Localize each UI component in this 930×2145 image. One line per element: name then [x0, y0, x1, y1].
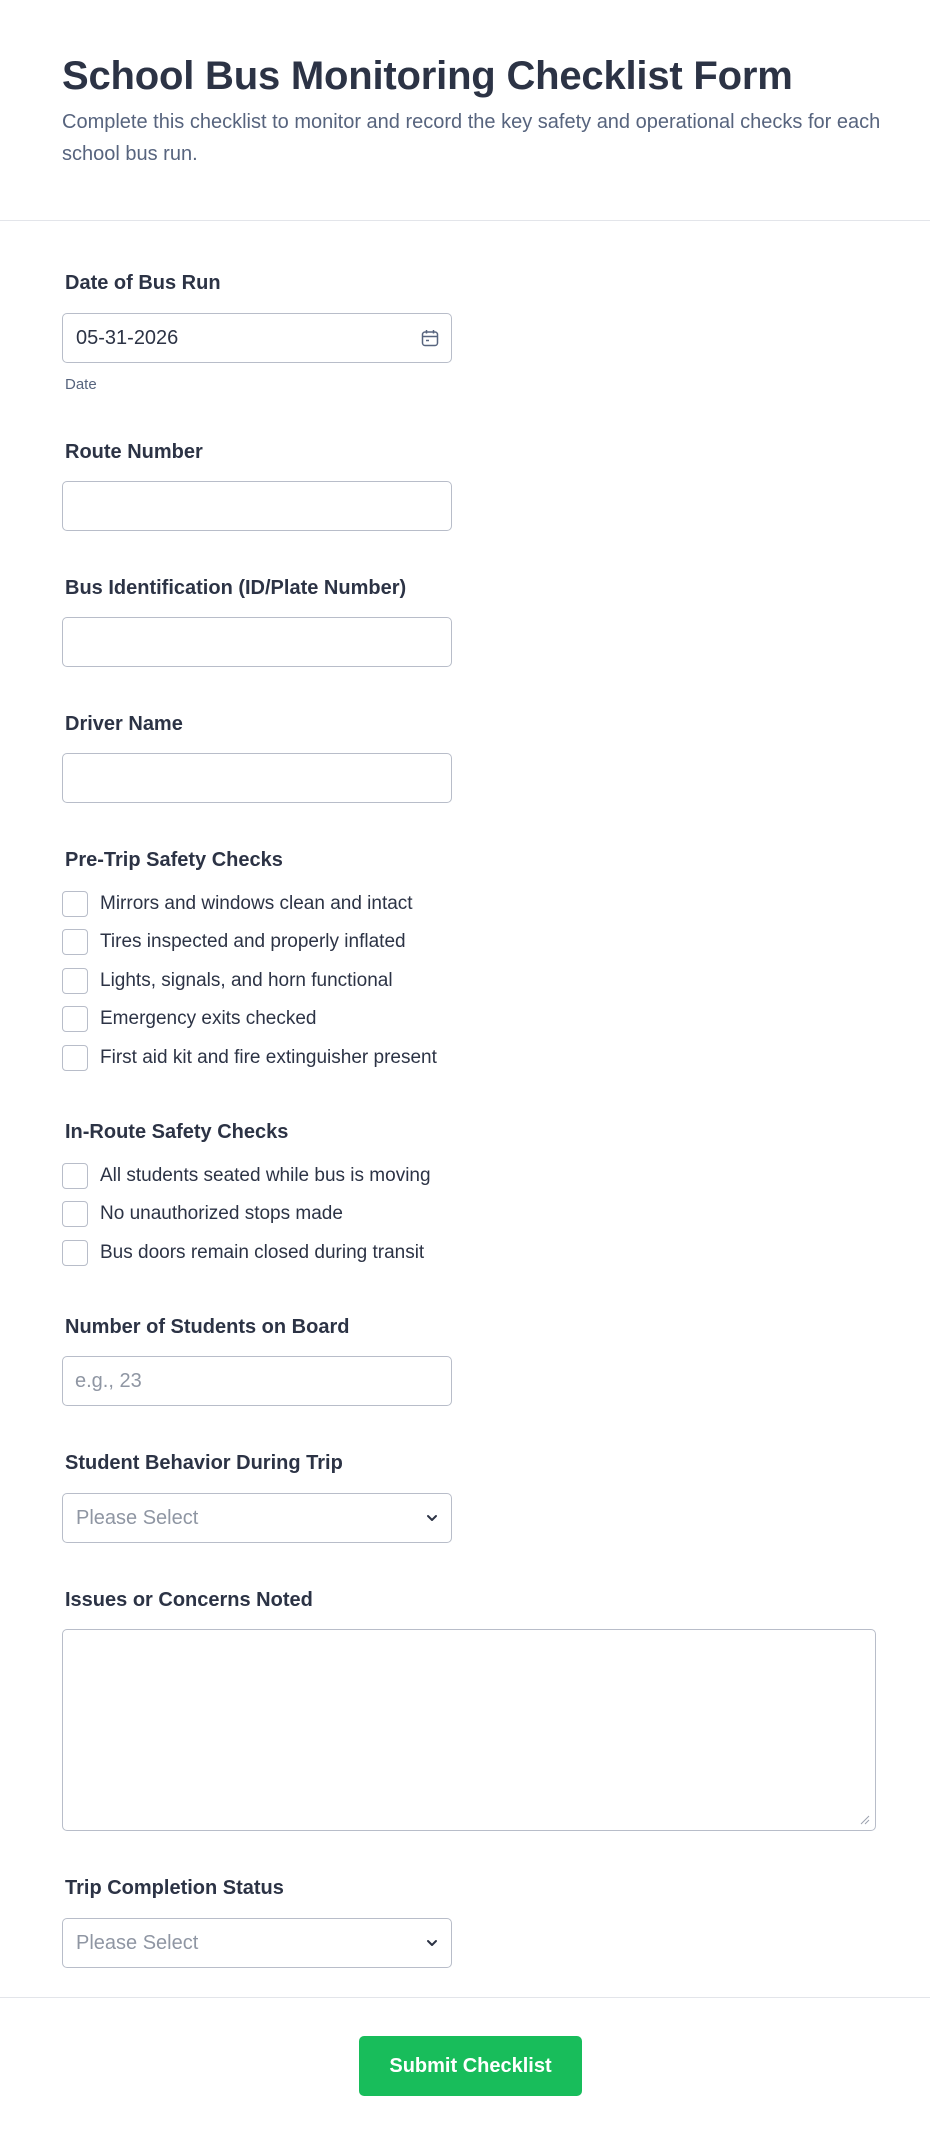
inroute-label: In-Route Safety Checks: [65, 1121, 289, 1143]
bus-id-input[interactable]: [62, 617, 452, 667]
checkbox[interactable]: [62, 968, 88, 994]
checkbox-label: First aid kit and fire extinguisher present: [100, 1047, 437, 1068]
page-subtitle: Complete this checklist to monitor and record the key safety and operational checks for each school bus run.: [62, 111, 881, 165]
checkbox-label: Emergency exits checked: [100, 1008, 317, 1029]
checkbox[interactable]: [62, 1045, 88, 1071]
students-count-input[interactable]: [62, 1356, 452, 1406]
date-label: Date of Bus Run: [65, 272, 221, 294]
chevron-down-icon: [425, 1936, 439, 1950]
submit-button[interactable]: Submit Checklist: [359, 2036, 582, 2096]
date-sublabel: Date: [65, 376, 97, 393]
pretrip-option-firstaid[interactable]: [62, 1044, 437, 1072]
resize-grip-icon[interactable]: [858, 1813, 870, 1825]
behavior-label: Student Behavior During Trip: [65, 1452, 343, 1474]
pretrip-label: Pre-Trip Safety Checks: [65, 849, 283, 871]
checkbox-label: Mirrors and windows clean and intact: [100, 893, 413, 914]
checkbox[interactable]: [62, 929, 88, 955]
checkbox-label: No unauthorized stops made: [100, 1203, 343, 1224]
driver-name-input[interactable]: [62, 753, 452, 803]
students-label: Number of Students on Board: [65, 1316, 350, 1338]
bus-id-label: Bus Identification (ID/Plate Number): [65, 577, 407, 599]
checkbox-label: Tires inspected and properly inflated: [100, 931, 406, 952]
checkbox-label: Bus doors remain closed during transit: [100, 1242, 425, 1263]
checkbox[interactable]: [62, 1201, 88, 1227]
inroute-option-seated[interactable]: [62, 1162, 431, 1190]
checkbox-label: All students seated while bus is moving: [100, 1165, 431, 1186]
issues-textarea[interactable]: [62, 1629, 876, 1831]
checkbox[interactable]: [62, 1163, 88, 1189]
pretrip-option-tires[interactable]: [62, 928, 406, 956]
completion-label: Trip Completion Status: [65, 1877, 284, 1899]
pretrip-option-exits[interactable]: [62, 1005, 317, 1033]
form-header: [0, 0, 930, 221]
driver-label: Driver Name: [65, 713, 183, 735]
calendar-icon[interactable]: [421, 329, 439, 347]
completion-select-value: Please Select: [76, 1932, 199, 1954]
route-number-input[interactable]: [62, 481, 452, 531]
checkbox[interactable]: [62, 1240, 88, 1266]
pretrip-option-mirrors[interactable]: [62, 890, 413, 918]
checkbox[interactable]: [62, 1006, 88, 1032]
checkbox[interactable]: [62, 891, 88, 917]
date-value: 05-31-2026: [76, 327, 179, 349]
checkbox-label: Lights, signals, and horn functional: [100, 970, 393, 991]
behavior-select-value: Please Select: [76, 1507, 199, 1529]
route-label: Route Number: [65, 441, 203, 463]
pretrip-option-lights[interactable]: [62, 967, 393, 995]
completion-select[interactable]: [62, 1918, 452, 1968]
page-title: School Bus Monitoring Checklist Form: [62, 54, 793, 98]
behavior-select[interactable]: [62, 1493, 452, 1543]
date-input[interactable]: [62, 313, 452, 363]
issues-label: Issues or Concerns Noted: [65, 1589, 313, 1611]
inroute-option-stops[interactable]: [62, 1200, 343, 1228]
inroute-option-doors[interactable]: [62, 1239, 424, 1267]
chevron-down-icon: [425, 1511, 439, 1525]
